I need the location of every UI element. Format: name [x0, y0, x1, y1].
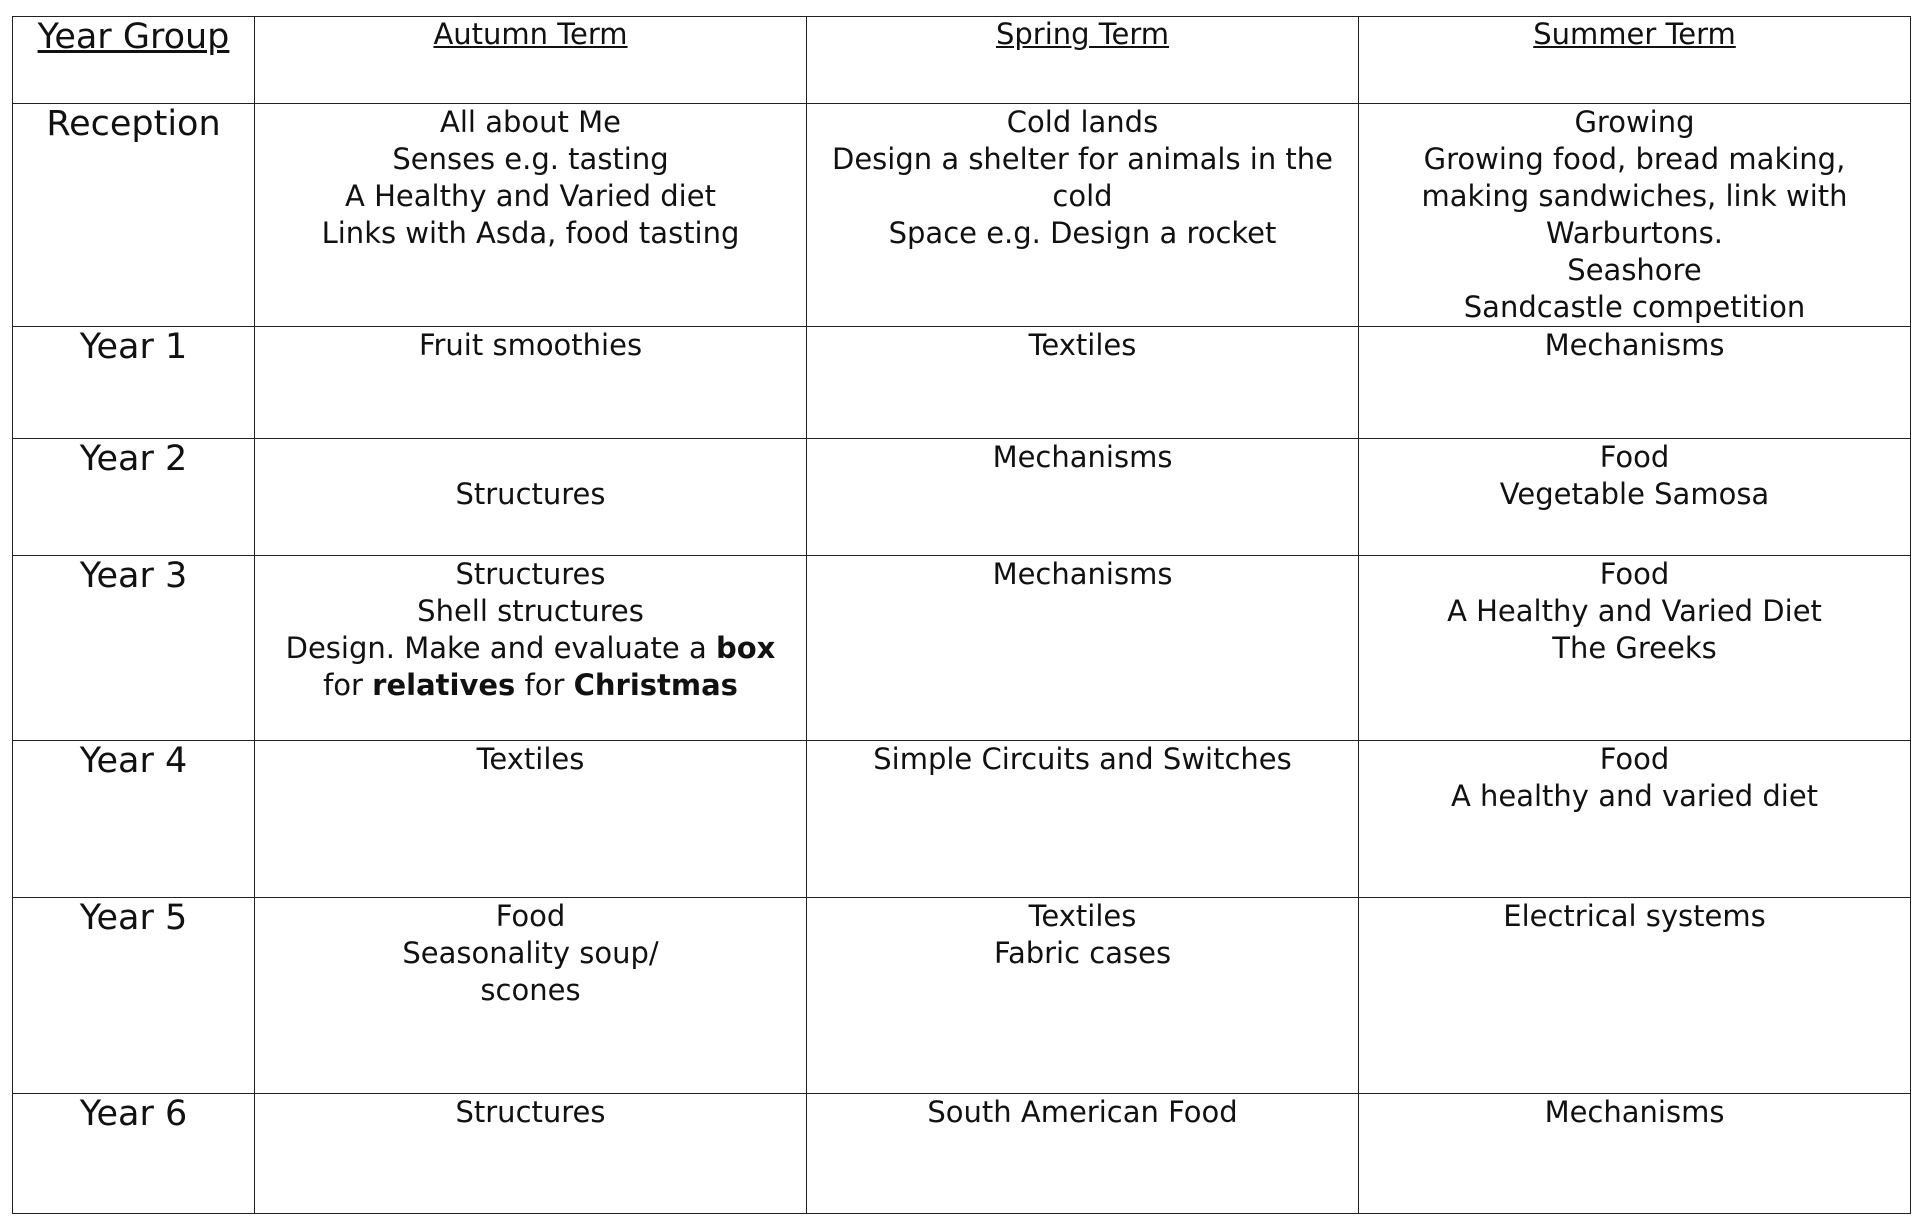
spring-cell: South American Food [807, 1094, 1359, 1214]
year-cell: Year 5 [13, 898, 255, 1094]
spring-cell: Textiles Fabric cases [807, 898, 1359, 1094]
header-row [13, 17, 1911, 104]
spring-cell: Mechanisms [807, 556, 1359, 741]
autumn-cell: Food Seasonality soup/ scones [255, 898, 807, 1094]
table-row-year-3 [13, 556, 1911, 741]
header-year-group: Year Group [13, 17, 255, 104]
spring-cell: Simple Circuits and Switches [807, 741, 1359, 898]
autumn-cell: Fruit smoothies [255, 327, 807, 439]
autumn-cell: Textiles [255, 741, 807, 898]
year-cell: Year 4 [13, 741, 255, 898]
autumn-cell: Structures Shell structures Design. Make and evaluate a box for relatives for Christmas [255, 556, 807, 741]
header-summer-term: Summer Term [1359, 17, 1911, 104]
header-spring-term: Spring Term [807, 17, 1359, 104]
year-cell: Year 3 [13, 556, 255, 741]
summer-cell: Food A Healthy and Varied Diet The Greeks [1359, 556, 1911, 741]
summer-cell: Food A healthy and varied diet [1359, 741, 1911, 898]
header-autumn-term: Autumn Term [255, 17, 807, 104]
table-row-year-2 [13, 439, 1911, 556]
summer-cell: Food Vegetable Samosa [1359, 439, 1911, 556]
table-row-year-4 [13, 741, 1911, 898]
summer-cell: Electrical systems [1359, 898, 1911, 1094]
autumn-cell: Structures [255, 1094, 807, 1214]
summer-cell: Mechanisms [1359, 1094, 1911, 1214]
autumn-cell: Structures [255, 439, 807, 556]
table-row-year-1 [13, 327, 1911, 439]
table-row-reception [13, 104, 1911, 327]
summer-cell: Growing Growing food, bread making, making sandwiches, link with Warburtons. Seashore Sandcastle competition [1359, 104, 1911, 327]
year-cell: Year 1 [13, 327, 255, 439]
spring-cell: Mechanisms [807, 439, 1359, 556]
spring-cell: Textiles [807, 327, 1359, 439]
table-row-year-5 [13, 898, 1911, 1094]
year-cell: Reception [13, 104, 255, 327]
table-row-year-6 [13, 1094, 1911, 1214]
curriculum-table [12, 16, 1911, 1214]
autumn-cell: All about Me Senses e.g. tasting A Healthy and Varied diet Links with Asda, food tasting [255, 104, 807, 327]
year-cell: Year 6 [13, 1094, 255, 1214]
summer-cell: Mechanisms [1359, 327, 1911, 439]
spring-cell: Cold lands Design a shelter for animals in the cold Space e.g. Design a rocket [807, 104, 1359, 327]
year-cell: Year 2 [13, 439, 255, 556]
